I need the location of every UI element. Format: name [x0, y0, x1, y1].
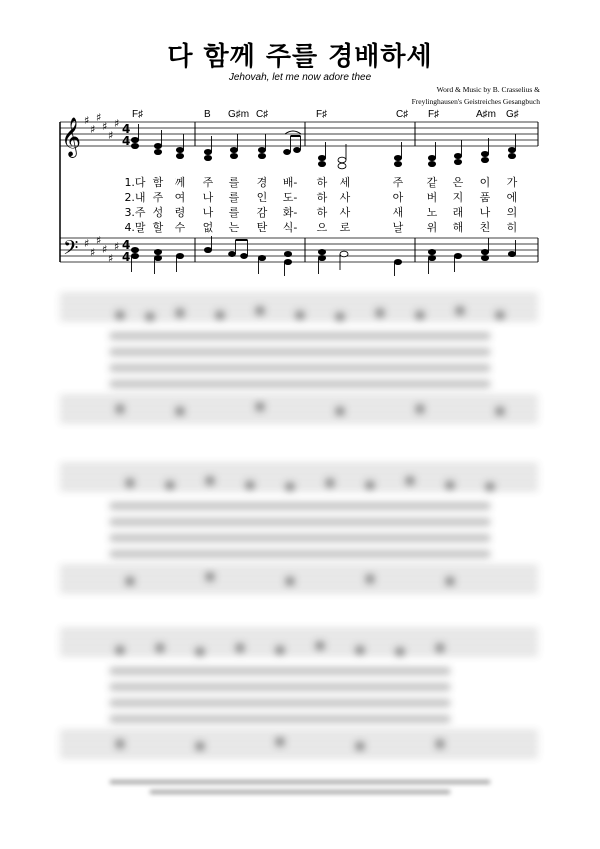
lyric-syllable: 의: [506, 206, 518, 219]
svg-text:♯: ♯: [90, 246, 96, 259]
svg-text:4: 4: [122, 250, 131, 264]
lyric-syllable: 으: [316, 221, 328, 234]
lyric-syllable: 식-: [282, 221, 298, 234]
chord-symbol: C♯: [396, 109, 409, 120]
lyric-syllable: 를: [228, 206, 240, 219]
chord-symbol: F♯: [132, 109, 144, 120]
lyric-syllable: 감: [256, 206, 268, 219]
lyric-syllable: 나: [202, 191, 214, 204]
lyric-syllable: 주: [152, 191, 164, 204]
lyric-syllable: 3.주: [124, 206, 146, 219]
lyric-syllable: 인: [256, 191, 268, 204]
lyric-verses: [124, 175, 517, 234]
svg-text:4: 4: [122, 122, 131, 136]
lyric-syllable: 래: [452, 206, 464, 219]
page-title: 다 함께 주를 경배하세: [167, 42, 433, 72]
chord-symbol: B: [204, 109, 211, 120]
svg-text:♯: ♯: [96, 111, 102, 124]
treble-key-signature: [84, 111, 119, 142]
svg-text:♯: ♯: [114, 117, 120, 130]
svg-text:4: 4: [122, 238, 131, 252]
lyric-syllable: 나: [202, 206, 214, 219]
svg-text:♯: ♯: [90, 123, 96, 136]
lyric-syllable: 주: [202, 176, 214, 189]
lyric-syllable: 버: [426, 191, 438, 204]
lyric-syllable: 새: [392, 206, 404, 219]
lyric-syllable: 사: [339, 206, 351, 219]
credit-line-1: Word & Music by B. Crasselius &: [436, 85, 540, 94]
credit-line-2: Freylinghausen's Geistreiches Gesangbuch: [411, 97, 540, 106]
lyric-syllable: 에: [506, 191, 518, 204]
lyric-syllable: 히: [506, 221, 518, 234]
lyric-syllable: 가: [506, 176, 518, 189]
score-system-1: [0, 0, 600, 280]
treble-staff: [60, 122, 538, 146]
chord-symbol: G♯m: [228, 109, 250, 120]
lyric-syllable: 령: [174, 206, 186, 219]
chord-symbol: A♯m: [476, 109, 496, 120]
lyric-syllable: 를: [228, 176, 240, 189]
treble-clef-icon: 𝄞: [61, 117, 82, 157]
lyric-syllable: 배-: [282, 176, 298, 189]
lyric-syllable: 성: [152, 206, 164, 219]
lyric-syllable: 나: [479, 206, 491, 219]
lyric-syllable: 2.내: [124, 191, 146, 204]
verse-4: [124, 220, 517, 234]
score-system-3-blurred: [60, 455, 540, 605]
lyric-syllable: 지: [452, 191, 464, 204]
lyric-syllable: 같: [426, 176, 438, 189]
svg-text:♯: ♯: [108, 252, 114, 265]
lyric-syllable: 은: [452, 176, 464, 189]
lyric-syllable: 품: [479, 191, 491, 204]
svg-text:♯: ♯: [84, 114, 90, 127]
page-subtitle: Jehovah, let me now adore thee: [228, 72, 372, 83]
lyric-syllable: 위: [426, 221, 438, 234]
bass-clef-icon: 𝄢: [63, 236, 79, 264]
lyric-syllable: 탄: [256, 221, 268, 234]
chord-symbol: C♯: [256, 109, 269, 120]
svg-text:♯: ♯: [102, 243, 108, 256]
lyric-syllable: 도-: [282, 191, 298, 204]
lyric-syllable: 여: [174, 191, 186, 204]
lyric-syllable: 친: [479, 221, 491, 234]
verse-2: [124, 190, 517, 204]
lyric-syllable: 하: [316, 176, 328, 189]
lyric-syllable: 아: [392, 191, 404, 204]
chord-symbol: F♯: [316, 109, 328, 120]
lyric-syllable: 수: [174, 221, 186, 234]
lyric-syllable: 4.말: [124, 221, 146, 234]
lyric-syllable: 화-: [282, 206, 298, 219]
lyric-syllable: 는: [228, 221, 240, 234]
bass-key-signature: [84, 234, 119, 265]
lyric-syllable: 함: [152, 176, 164, 189]
chord-symbol: G♯: [506, 109, 519, 120]
lyric-syllable: 를: [228, 191, 240, 204]
lyric-syllable: 로: [339, 221, 351, 234]
lyric-syllable: 할: [152, 221, 164, 234]
svg-text:♯: ♯: [114, 240, 120, 253]
svg-text:4: 4: [122, 134, 131, 148]
verse-1: [124, 175, 517, 189]
svg-text:♯: ♯: [102, 120, 108, 133]
chord-symbols: [132, 109, 519, 120]
score-system-2-blurred: [60, 285, 540, 435]
lyric-syllable: 노: [426, 206, 438, 219]
lyric-syllable: 세: [339, 176, 351, 189]
lyric-syllable: 께: [174, 176, 186, 189]
lyric-syllable: 사: [339, 191, 351, 204]
lyric-syllable: 하: [316, 191, 328, 204]
lyric-syllable: 하: [316, 206, 328, 219]
svg-text:♯: ♯: [96, 234, 102, 247]
lyric-syllable: 1.다: [124, 176, 146, 189]
lyric-syllable: 해: [452, 221, 464, 234]
svg-text:♯: ♯: [108, 129, 114, 142]
verse-3: [124, 205, 517, 219]
lyric-syllable: 날: [392, 221, 404, 234]
lyric-syllable: 이: [479, 176, 491, 189]
lyric-syllable: 주: [392, 176, 404, 189]
svg-text:♯: ♯: [84, 237, 90, 250]
copyright-footer-blurred: [110, 776, 490, 800]
lyric-syllable: 없: [202, 221, 214, 234]
chord-symbol: F♯: [428, 109, 440, 120]
lyric-syllable: 경: [256, 176, 268, 189]
score-system-4-blurred: [60, 620, 540, 770]
